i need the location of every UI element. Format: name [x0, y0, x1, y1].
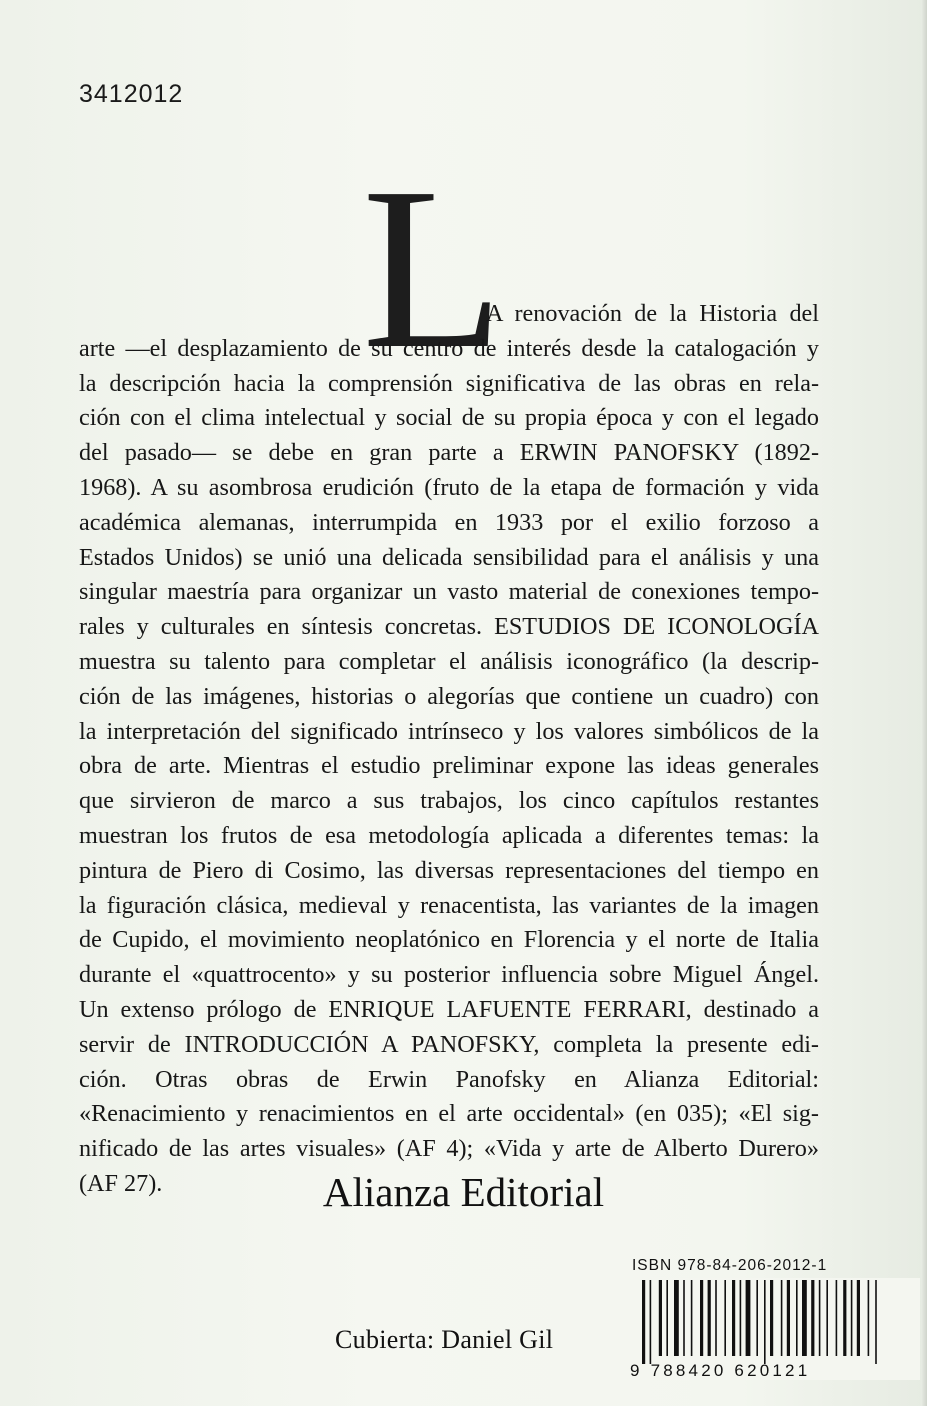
barcode-bar: [666, 1280, 668, 1356]
paragraph-line: que sirvieron de marco a sus trabajos, los cinco capítulos restantes: [79, 787, 819, 815]
paragraph-line: singular maestría para organizar un vasto material de conexiones tempo-: [79, 578, 819, 606]
barcode-bar: [787, 1280, 790, 1356]
barcode-bar: [868, 1280, 870, 1356]
barcode-bar: [715, 1280, 717, 1356]
paragraph-line: obra de arte. Mientras el estudio preliminar expone las ideas generales: [79, 752, 819, 780]
paragraph-line: la descripción hacia la comprensión significativa de las obras en rela-: [79, 369, 819, 397]
barcode-bar: [659, 1280, 662, 1356]
paragraph-line: Un extenso prólogo de ENRIQUE LAFUENTE FERRARI, destinado a: [79, 995, 819, 1023]
barcode-bar: [740, 1280, 742, 1356]
description-paragraph: [79, 297, 819, 1202]
cover-credit: Cubierta: Daniel Gil: [335, 1325, 554, 1354]
barcode-bar: [857, 1280, 860, 1356]
paragraph-line: 1968). A su asombrosa erudición (fruto de la etapa de formación y vida: [79, 473, 819, 501]
barcode-bar: [796, 1280, 798, 1356]
barcode-bar: [875, 1280, 877, 1364]
barcode-bar: [851, 1280, 853, 1356]
barcode-bar: [674, 1280, 679, 1356]
paragraph-line: muestran los frutos de esa metodología aplicada a diferentes temas: la: [79, 821, 819, 849]
barcode-bar: [724, 1280, 726, 1356]
barcode-bar: [732, 1280, 735, 1356]
paragraph-line: arte —el desplazamiento de su centro de interés desde la catalogación y: [79, 334, 819, 362]
paragraph-line: ción de las imágenes, historias o alegorías que contiene un cuadro) con: [79, 682, 819, 710]
catalog-code: 3412012: [79, 80, 184, 108]
paragraph-line: servir de INTRODUCCIÓN A PANOFSKY, completa la presente edi-: [79, 1030, 819, 1058]
paragraph-line: «Renacimiento y renacimientos en el arte occidental» (en 035); «El sig-: [79, 1100, 819, 1128]
barcode-bar: [781, 1280, 783, 1356]
barcode-bar: [700, 1280, 703, 1356]
barcode-bar: [650, 1280, 652, 1364]
barcode-bar: [843, 1280, 846, 1356]
paragraph-line: la figuración clásica, medieval y renacentista, las variantes de la imagen: [79, 891, 819, 919]
paragraph-line: nificado de las artes visuales» (AF 4); «Vida y arte de Alberto Durero»: [79, 1135, 819, 1163]
barcode-digits: 9 788420 620121: [630, 1361, 811, 1380]
barcode-bar: [836, 1280, 838, 1356]
isbn-label: ISBN 978-84-206-2012-1: [632, 1257, 828, 1274]
barcode-bar: [683, 1280, 685, 1356]
paragraph-line: del pasado— se debe en gran parte a ERWIN PANOFSKY (1892-: [79, 439, 819, 467]
paragraph-line: muestra su talento para completar el análisis iconográfico (la descrip-: [79, 647, 819, 675]
barcode-bar: [764, 1280, 766, 1364]
publisher-name: Alianza Editorial: [322, 1169, 605, 1215]
paragraph-line: (AF 27).: [79, 1169, 163, 1197]
barcode-icon: [628, 1278, 920, 1380]
barcode-bar: [819, 1280, 821, 1356]
barcode-bar: [811, 1280, 814, 1356]
barcode-bar: [746, 1280, 751, 1356]
barcode-bar: [708, 1280, 711, 1356]
paragraph-line: la interpretación del significado intrínseco y los valores simbólicos de la: [79, 717, 819, 745]
paragraph-line: ción. Otras obras de Erwin Panofsky en Alianza Editorial:: [79, 1065, 819, 1093]
barcode-bar: [770, 1280, 773, 1356]
barcode-bar: [691, 1280, 693, 1356]
barcode-bar: [802, 1280, 807, 1356]
barcode-bar: [826, 1280, 828, 1356]
paragraph-line: A renovación de la Historia del: [486, 300, 819, 327]
paragraph-line: pintura de Piero di Cosimo, las diversas representaciones del tiempo en: [79, 856, 819, 884]
paragraph-line: durante el «quattrocento» y su posterior influencia sobre Miguel Ángel.: [79, 961, 819, 989]
barcode-bar: [756, 1280, 758, 1356]
paragraph-line: ción con el clima intelectual y social de su propia época y con el legado: [79, 404, 819, 432]
paragraph-line: de Cupido, el movimiento neoplatónico en Florencia y el norte de Italia: [79, 926, 819, 954]
paragraph-line: rales y culturales en síntesis concretas. ESTUDIOS DE ICONOLOGÍA: [79, 613, 819, 641]
drop-cap: L: [362, 140, 504, 397]
paragraph-line: Estados Unidos) se unió una delicada sensibilidad para el análisis y una: [79, 543, 819, 571]
paragraph-line: académica alemanas, interrumpida en 1933 por el exilio forzoso a: [79, 508, 819, 536]
barcode-bar: [642, 1280, 645, 1364]
